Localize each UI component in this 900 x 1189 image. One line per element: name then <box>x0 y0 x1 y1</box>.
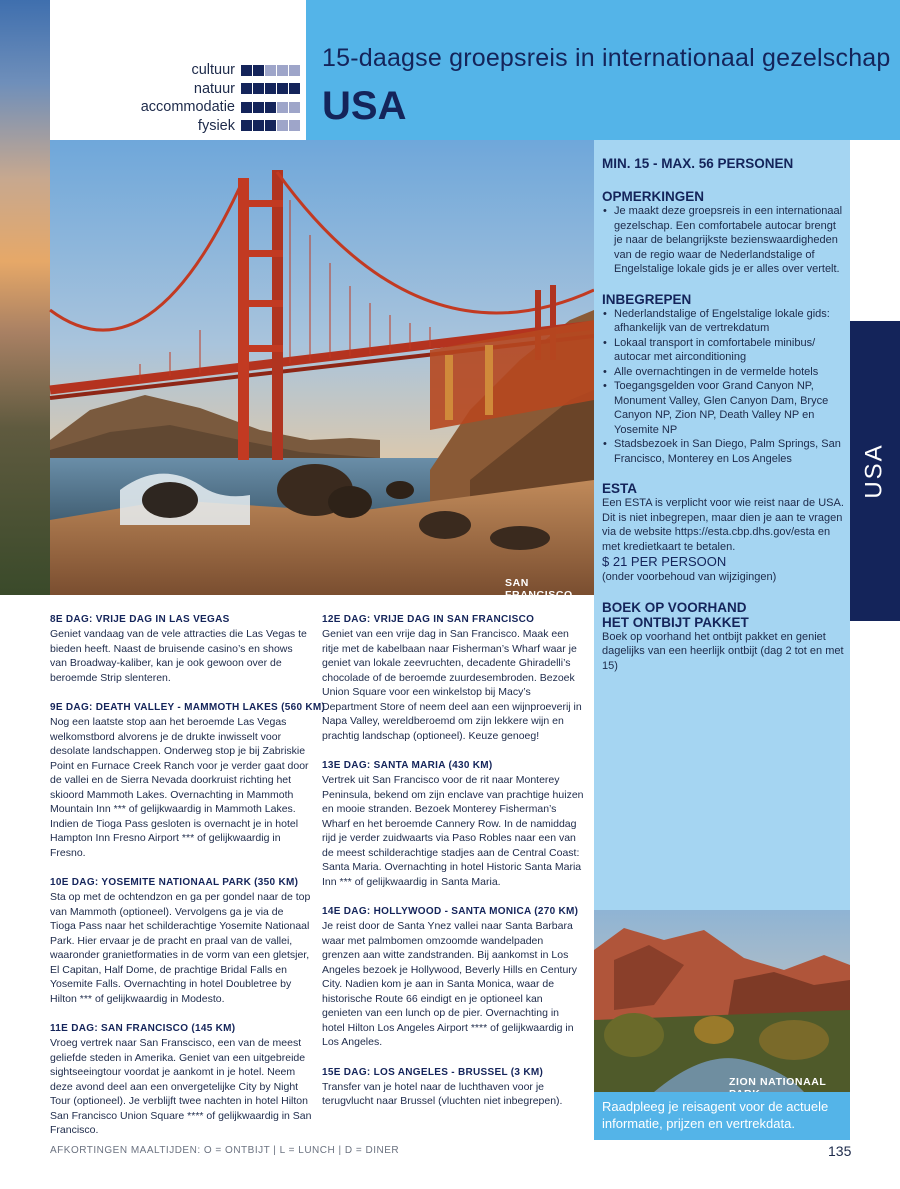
list-item: • Stadsbezoek in San Diego, Palm Springs, San Francisco, Monterey en Los Angeles <box>602 437 846 466</box>
rating-row <box>90 117 300 136</box>
list-item: • Lokaal transport in comfortabele minibus/ autocar met airconditioning <box>602 336 846 365</box>
golden-gate-illustration <box>50 140 594 595</box>
rating-square-filled <box>241 120 252 131</box>
list-item: • Toegangsgelden voor Grand Canyon NP, Monument Valley, Glen Canyon Dam, Bryce Canyon NP, Zion NP, Death Valley NP en Yosemite NP <box>602 379 846 437</box>
page-title: USA <box>322 84 407 128</box>
day-title: 11E DAG: SAN FRANCISCO (145 KM) <box>50 1023 236 1034</box>
day-title: 10E DAG: YOSEMITE NATIONAAL PARK (350 KM) <box>50 877 299 888</box>
rating-square-empty <box>289 65 300 76</box>
esta-note: (onder voorbehoud van wijzigingen) <box>602 571 777 583</box>
page-subtitle: 15-daagse groepsreis in internationaal gezelschap <box>322 44 891 72</box>
itinerary-day <box>322 613 584 743</box>
itinerary-day <box>50 701 326 860</box>
day-text: Vertrek uit San Francisco voor de rit naar Monterey Peninsula, bekend om zijn enclave van prachtige huizen en mooie stranden. Bezoek Monterey Fisherman’s Wharf en het beroemde Cannery Row. In de namiddag rijd je verder zuidwaarts via Paso Robles naar een van de meest schilderachtige stadjes aan de Central Coast: Santa Maria. Overnachting in hotel Historic Santa Maria Inn *** of gelijkwaardig in Santa Maria. <box>322 774 584 888</box>
day-title: 15E DAG: LOS ANGELES - BRUSSEL (3 KM) <box>322 1066 544 1078</box>
rating-square-filled <box>241 102 252 113</box>
footer-note-box <box>594 1092 850 1140</box>
golden-gate-photo <box>50 140 594 601</box>
info-sidebar <box>594 140 850 910</box>
esta-price: $ 21 PER PERSOON <box>602 554 727 569</box>
rating-square-empty <box>277 120 288 131</box>
edge-photo-strip <box>0 0 50 595</box>
list-item: • Alle overnachtingen in de vermelde hotels <box>602 365 846 380</box>
zion-photo <box>594 910 850 1092</box>
rating-square-filled <box>241 83 252 94</box>
rating-squares <box>241 120 300 131</box>
day-text: Transfer van je hotel naar de luchthaven voor je terugvlucht naar Brussel (vluchten niet inbegrepen). <box>322 1080 563 1107</box>
esta-heading: ESTA <box>602 481 638 496</box>
inbegrepen-list <box>602 307 846 467</box>
zion-illustration <box>594 910 850 1092</box>
rating-square-filled <box>253 83 264 94</box>
page-number: 135 <box>828 1143 852 1159</box>
country-tab-label: USA <box>861 443 889 499</box>
rating-square-empty <box>289 120 300 131</box>
day-title: 9E DAG: DEATH VALLEY - MAMMOTH LAKES (560 KM) <box>50 702 326 713</box>
rating-square-empty <box>265 65 276 76</box>
itinerary-column-left <box>50 613 326 1154</box>
day-title: 13E DAG: SANTA MARIA (430 KM) <box>322 760 493 771</box>
group-size: MIN. 15 - MAX. 56 PERSONEN <box>602 156 794 171</box>
rating-square-filled <box>241 65 252 76</box>
itinerary-day <box>50 613 312 685</box>
list-item: • Nederlandstalige of Engelstalige lokale gids: afhankelijk van de vertrekdatum <box>602 307 846 336</box>
day-text: Je reist door de Santa Ynez vallei naar Santa Barbara waar met palmbomen omzoomde wandelpaden grenzen aan witte zandstranden. Bij aankomst in Los Angeles bezoek je Hollywood, Beverly Hills en Century City. Nadien kom je aan in Santa Monica, waar de historische Route 66 eindigt en je optioneel kan genieten van een lunch op de pier. Overnachting in hotel Hilton Los Angeles Airport **** of gelijkwaardig in Los Angeles. <box>322 920 578 1048</box>
country-tab <box>850 321 900 621</box>
meal-abbreviations: AFKORTINGEN MAALTIJDEN: O = ONTBIJT | L = LUNCH | D = DINER <box>50 1145 400 1156</box>
breakfast-text: Boek op voorhand het ontbijt pakket en geniet dagelijks van een heerlijk ontbijt (dag 2 tot en met 15) <box>602 630 844 672</box>
rating-square-filled <box>253 102 264 113</box>
breakfast-heading-line-2: HET ONTBIJT PAKKET <box>602 614 749 630</box>
rating-square-filled <box>265 120 276 131</box>
rating-row <box>90 98 300 117</box>
day-title: 14E DAG: HOLLYWOOD - SANTA MONICA (270 KM) <box>322 906 579 917</box>
rating-label: natuur <box>193 80 235 97</box>
rating-square-filled <box>253 120 264 131</box>
photo-caption-zion: ZION NATIONAAL <box>729 1076 827 1088</box>
list-item: • Je maakt deze groepsreis in een internationaal gezelschap. Een comfortabele autocar brengt je naar de belangrijkste bezienswaardigheden van de regio waar de Nederlandstalige of Engelstalige lokale gids je er alles over vertelt. <box>602 204 846 277</box>
rating-squares <box>241 102 300 113</box>
rating-label: cultuur <box>191 62 235 79</box>
footer-note: Raadpleeg je reisagent voor de actuele informatie, prijzen en vertrekdata. <box>602 1099 829 1131</box>
rating-square-filled <box>289 83 300 94</box>
rating-label: accommodatie <box>140 99 235 116</box>
opmerkingen-heading: OPMERKINGEN <box>602 189 705 204</box>
inbegrepen-heading: INBEGREPEN <box>602 291 692 307</box>
esta-text: Een ESTA is verplicht voor wie reist naar de USA. Dit is niet inbegrepen, maar dien je aan te vragen via de website https://esta.cbp.dhs.gov/esta en met kredietkaart te betalen. <box>602 497 844 553</box>
rating-squares <box>241 65 300 76</box>
rating-square-filled <box>265 83 276 94</box>
rating-square-filled <box>265 102 276 113</box>
rating-square-empty <box>277 65 288 76</box>
day-text: Geniet van een vrije dag in San Francisco. Maak een ritje met de kabelbaan naar Fisherman’s Wharf waar je geniet van lokale zeevruchten, decadente Ghiradelli’s chocolade of de beroemde zuurdesembroden. Bezoek Union Square voor een winkelstop bij Macy’s Department Store of neem deel aan een wijnproeverij in Napa Valley, wereldberoemd om zijn lekkere wijn en prachtig landschap (optioneel). Keuze genoeg! <box>322 628 582 742</box>
day-title: 12E DAG: VRIJE DAG IN SAN FRANCISCO <box>322 614 535 625</box>
breakfast-heading-line-1: BOEK OP VOORHAND <box>602 599 747 615</box>
day-text: Vroeg vertrek naar San Franscisco, een van de meest geliefde steden in Amerika. Geniet van een uitgebreide sightseeingtour voordat je aankomt in je hotel. Neem deze avond deel aan een onvergetelijke City by Night Tour (optioneel). Je verblijft twee nachten in hotel Hilton San Francisco Union Square **** of gelijkwaardig in San Francisco. <box>50 1037 312 1136</box>
day-text: Geniet vandaag van de vele attracties die Las Vegas te bieden heeft. Naast de bruisende casino’s en shows van Broadway-kaliber, kan je ook gewoon over de beroemde Strip slenteren. <box>50 628 307 684</box>
itinerary-column-right <box>322 613 584 1125</box>
rating-squares <box>241 83 300 94</box>
day-text: Sta op met de ochtendzon en ga per gondel naar de top van Mammoth (optioneel). Vervolgens ga je via de Tioga Pass naar het schilderachtige Yosemite Nationaal Park. Hier ervaar je de pracht en praal van de vallei, waaronder granietformaties in de vorm van een gletsjer, El Capitan, Half Dome, de prachtige Bridal Falls en Yosemite Falls. Overnachting in hotel Doubletree by Hilton *** of gelijkwaardig in Modesto. <box>50 891 311 1005</box>
day-title: 8E DAG: VRIJE DAG IN LAS VEGAS <box>50 614 230 625</box>
photo-caption-san-francisco: SAN FRANCISCO <box>505 577 573 601</box>
day-text: Nog een laatste stop aan het beroemde Las Vegas welkomstbord alvorens je de drukte inwisselt voor desolate landschappen. Onderweg stop je bij Zabriskie Point en Furnace Creek Ranch voor je verder gaat door de vallei en de Sierra Nevada doorkruist richting het skioord Mammoth Lakes. Overnachting in Mammoth Mountain Inn *** of gelijkwaardig in Mammoth Lakes. Indien de Tioga Pass gesloten is overnacht je in hotel Hampton Inn Fresno Airport *** of gelijkwaardig in Fresno. <box>50 716 309 859</box>
opmerkingen-list <box>602 204 846 277</box>
itinerary-day <box>50 876 312 1006</box>
rating-square-empty <box>289 102 300 113</box>
rating-square-filled <box>277 83 288 94</box>
rating-row <box>90 61 300 80</box>
rating-square-empty <box>277 102 288 113</box>
itinerary-day <box>50 1022 312 1138</box>
itinerary-day <box>322 759 584 889</box>
itinerary-day <box>322 1066 584 1109</box>
itinerary-day <box>322 905 584 1050</box>
ratings-panel <box>90 61 300 135</box>
rating-row <box>90 80 300 99</box>
rating-square-filled <box>253 65 264 76</box>
rating-label: fysiek <box>197 117 235 134</box>
